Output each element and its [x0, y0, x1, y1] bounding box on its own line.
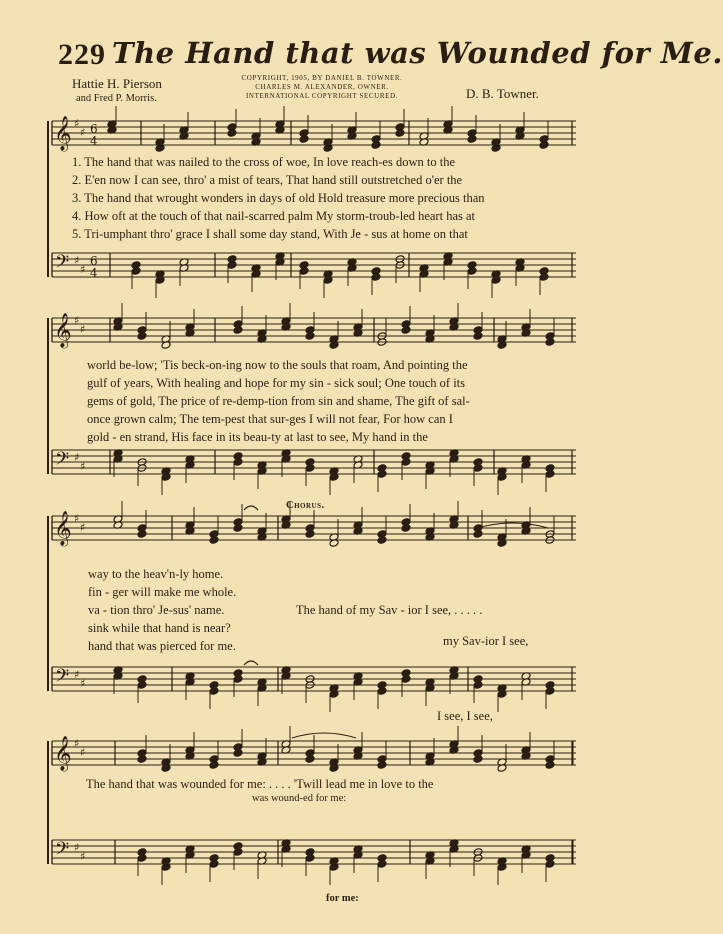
note-head [473, 530, 483, 539]
note-head [377, 860, 387, 869]
time-signature-bottom: 4 [90, 134, 98, 148]
chorus-echo-bass-1: I see, I see, [437, 709, 493, 723]
verse-2-line-1: 2. E'en now I can see, thro' a mist of tears, That hand still outstretched o'er the [72, 173, 463, 187]
treble-clef: 𝄞 [54, 116, 72, 151]
bass-clef: 𝄢 [55, 252, 70, 277]
treble-clef: 𝄞 [54, 511, 72, 546]
note-head [305, 464, 315, 473]
verse-3-line-3: va - tion thro' Je-sus' name. [88, 603, 225, 617]
note-head [545, 687, 555, 696]
copyright-line-2: CHARLES M. ALEXANDER, OWNER. [255, 83, 389, 91]
sharp-sign: ♯ [74, 117, 80, 130]
composer-name: D. B. Towner. [466, 86, 539, 101]
chorus-echo-alto-1: my Sav-ior I see, [443, 634, 529, 648]
note-head [545, 470, 555, 479]
note-head [539, 273, 549, 282]
chorus-echo-bass-2: for me: [326, 893, 359, 904]
bass-clef: 𝄢 [55, 666, 70, 691]
note-head [299, 267, 309, 276]
note-head [371, 273, 381, 282]
verse-1-line-3: way to the heav'n-ly home. [88, 567, 224, 581]
copyright-line-1: COPYRIGHT, 1905, BY DANIEL B. TOWNER. [241, 74, 403, 82]
verse-5-line-1: 5. Tri-umphant thro' grace I shall some day stand, With Je - sus at home on that [72, 227, 468, 241]
bass-clef: 𝄢 [55, 449, 70, 474]
note-head [401, 458, 411, 467]
chorus-echo-alto-2: was wound-ed for me: [252, 793, 347, 804]
verse-3-line-2: gems of gold, The price of re-demp-tion from sin and shame, The gift of sal- [87, 394, 470, 408]
fermata [244, 661, 258, 665]
sharp-sign: ♯ [80, 746, 86, 759]
note-head [209, 536, 219, 545]
sharp-sign: ♯ [80, 323, 86, 336]
fermata [244, 506, 258, 510]
sharp-sign: ♯ [74, 512, 80, 525]
chorus-lyric-1: The hand of my Sav - ior I see, . . . . . [296, 603, 483, 617]
chorus-lyric-2: The hand that was wounded for me: . . . . 'Twill lead me in love to the [86, 777, 434, 791]
note-head [233, 848, 243, 857]
note-head [131, 267, 141, 276]
note-head [305, 755, 315, 764]
note-head [473, 464, 483, 473]
note-head [227, 261, 237, 270]
verse-4-line-3: sink while that hand is near? [88, 621, 231, 635]
treble-clef: 𝄞 [54, 736, 72, 771]
note-head [233, 524, 243, 533]
note-head [401, 675, 411, 684]
note-head [233, 326, 243, 335]
note-head [137, 755, 147, 764]
note-head [377, 536, 387, 545]
note-head [209, 761, 219, 770]
tie [292, 733, 356, 738]
sharp-sign: ♯ [74, 254, 80, 267]
sharp-sign: ♯ [74, 737, 80, 750]
verse-2-line-3: fin - ger will make me whole. [88, 585, 237, 599]
note-head [305, 332, 315, 341]
verse-4-line-1: 4. How oft at the touch of that nail-scarred palm My storm-troub-led heart has at [72, 209, 476, 223]
copyright-line-3: INTERNATIONAL COPYRIGHT SECURED. [245, 92, 398, 100]
note-head [377, 470, 387, 479]
note-head [209, 860, 219, 869]
note-head [137, 681, 147, 690]
verse-5-line-2: gold - en strand, His face in its beau-ty at last to see, My hand in the [87, 430, 428, 444]
note-head [137, 854, 147, 863]
co-author-name: and Fred P. Morris. [76, 93, 157, 104]
note-head [377, 761, 387, 770]
sharp-sign: ♯ [80, 850, 86, 863]
note-head [473, 755, 483, 764]
verse-5-line-3: hand that was pierced for me. [88, 639, 236, 653]
note-head [299, 135, 309, 144]
note-head [233, 749, 243, 758]
verse-2-line-2: gulf of years, With healing and hope for my sin - sick soul; One touch of its [87, 376, 466, 390]
sharp-sign: ♯ [80, 126, 86, 139]
note-head [137, 332, 147, 341]
time-signature-top: 6 [90, 122, 98, 136]
treble-clef: 𝄞 [54, 313, 72, 348]
sharp-sign: ♯ [74, 451, 80, 464]
note-head [467, 267, 477, 276]
hymn-number: 229 [58, 38, 106, 71]
sharp-sign: ♯ [74, 314, 80, 327]
note-head [545, 761, 555, 770]
tie [478, 523, 548, 528]
note-head [539, 141, 549, 150]
note-head [545, 860, 555, 869]
note-head [227, 129, 237, 138]
sharp-sign: ♯ [80, 263, 86, 276]
note-head [305, 530, 315, 539]
note-head [467, 135, 477, 144]
sharp-sign: ♯ [74, 668, 80, 681]
note-head [401, 524, 411, 533]
note-head [371, 141, 381, 150]
sharp-sign: ♯ [80, 521, 86, 534]
note-head [377, 687, 387, 696]
note-head [545, 338, 555, 347]
note-head [305, 854, 315, 863]
verse-4-line-2: once grown calm; The tem-pest that sur-ges I will not fear, For how can I [87, 412, 453, 426]
note-head [473, 332, 483, 341]
sharp-sign: ♯ [80, 677, 86, 690]
note-head [233, 675, 243, 684]
note-head [473, 681, 483, 690]
verse-1-line-1: 1. The hand that was nailed to the cross of woe, In love reach-es down to the [72, 155, 455, 169]
author-name: Hattie H. Pierson [72, 76, 162, 91]
verse-1-line-2: world be-low; 'Tis beck-on-ing now to the souls that roam, And pointing the [87, 358, 468, 372]
note-head [209, 687, 219, 696]
bass-clef: 𝄢 [55, 839, 70, 864]
time-signature-bottom: 4 [90, 266, 98, 280]
note-head [233, 458, 243, 467]
time-signature-top: 6 [90, 254, 98, 268]
note-head [401, 326, 411, 335]
hymn-title: The Hand that was Wounded for Me. [112, 36, 723, 70]
sharp-sign: ♯ [80, 460, 86, 473]
chorus-label: Chorus. [286, 500, 325, 511]
sharp-sign: ♯ [74, 841, 80, 854]
note-head [395, 129, 405, 138]
note-head [137, 530, 147, 539]
verse-3-line-1: 3. The hand that wrought wonders in days of old Hold treasure more precious than [72, 191, 485, 205]
